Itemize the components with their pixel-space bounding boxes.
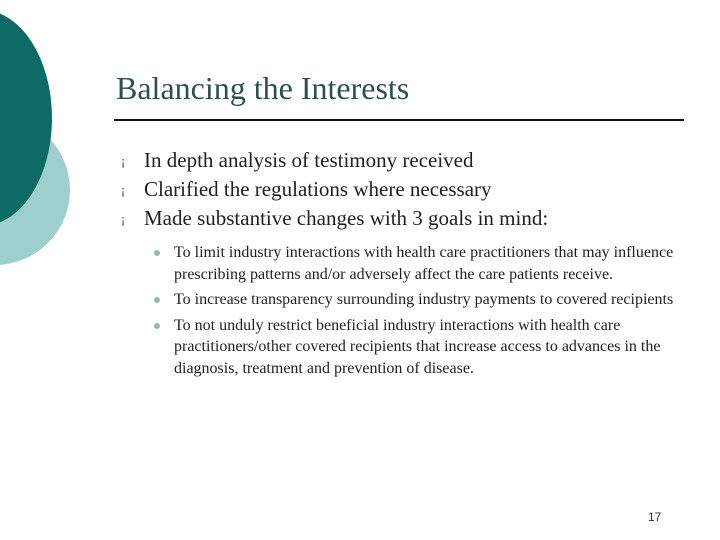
sub-bullet-list [150,242,680,383]
sub-bullet-dot [154,323,160,329]
page-number: 17 [648,510,662,524]
decorative-circles [0,0,120,300]
sub-bullet-dot [154,297,160,303]
main-bullet-list [116,146,686,233]
bullet-text: Made substantive changes with 3 goals in mind: [144,206,549,230]
sub-bullet-text: To not unduly restrict beneficial industry interactions with health care practitioners/other covered recipients that increase access to advances in the diagnosis, treatment and prevention of disease. [174,316,661,377]
title-divider [114,119,684,121]
slide-title: Balancing the Interests [116,70,410,106]
bullet-text: In depth analysis of testimony received [144,148,474,172]
bullet-marker: ¡ [120,211,126,226]
bullet-item [116,204,686,233]
sub-bullet-text: To increase transparency surrounding industry payments to covered recipients [174,291,674,308]
bullet-item [116,175,686,204]
sub-bullet-text: To limit industry interactions with health care practitioners that may influence prescribing patterns and/or adversely affect the care patients receive. [174,244,674,283]
sub-bullet-item [150,289,680,311]
bullet-item [116,146,686,175]
bullet-marker: ¡ [120,182,126,197]
bullet-text: Clarified the regulations where necessary [144,177,492,201]
sub-bullet-item [150,242,680,285]
bullet-marker: ¡ [120,153,126,168]
sub-bullet-item [150,315,680,380]
sub-bullet-dot [154,250,160,256]
